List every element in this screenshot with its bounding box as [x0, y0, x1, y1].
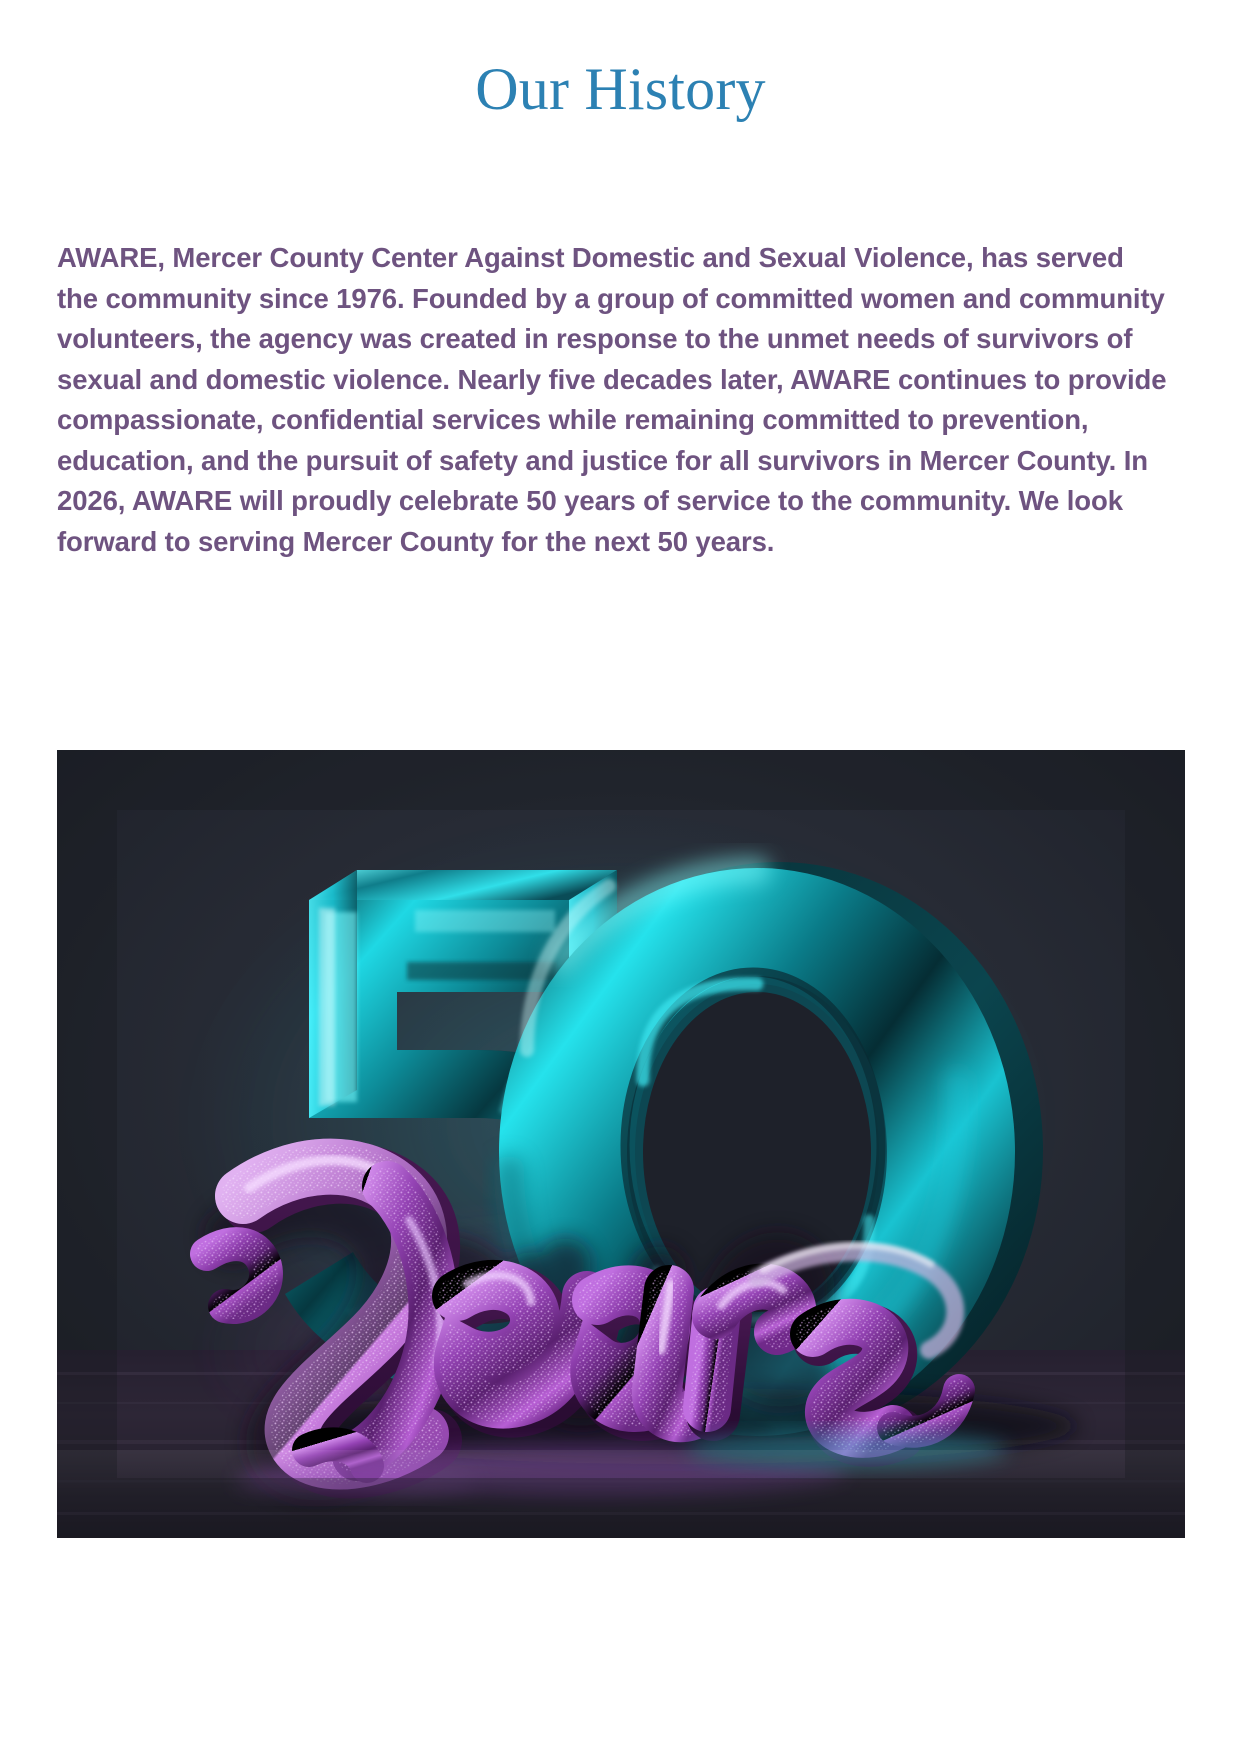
page-title: Our History: [475, 56, 766, 122]
history-paragraph: AWARE, Mercer County Center Against Domestic and Sexual Violence, has served the community since 1976. Founded by a group of committed women and community volunteers, the agency was created in response to the unmet needs of survivors of sexual and domestic violence. Nearly five decades later, AWARE continues to provide compassionate, confidential services while remaining committed to prevention, education, and the pursuit of safety and justice for all survivors in Mercer County. In 2026, AWARE will proudly celebrate 50 years of service to the community. We look forward to serving Mercer County for the next 50 years.: [57, 242, 1167, 557]
fifty-years-illustration: [57, 750, 1185, 1538]
hero-image-50-years: [57, 750, 1185, 1538]
